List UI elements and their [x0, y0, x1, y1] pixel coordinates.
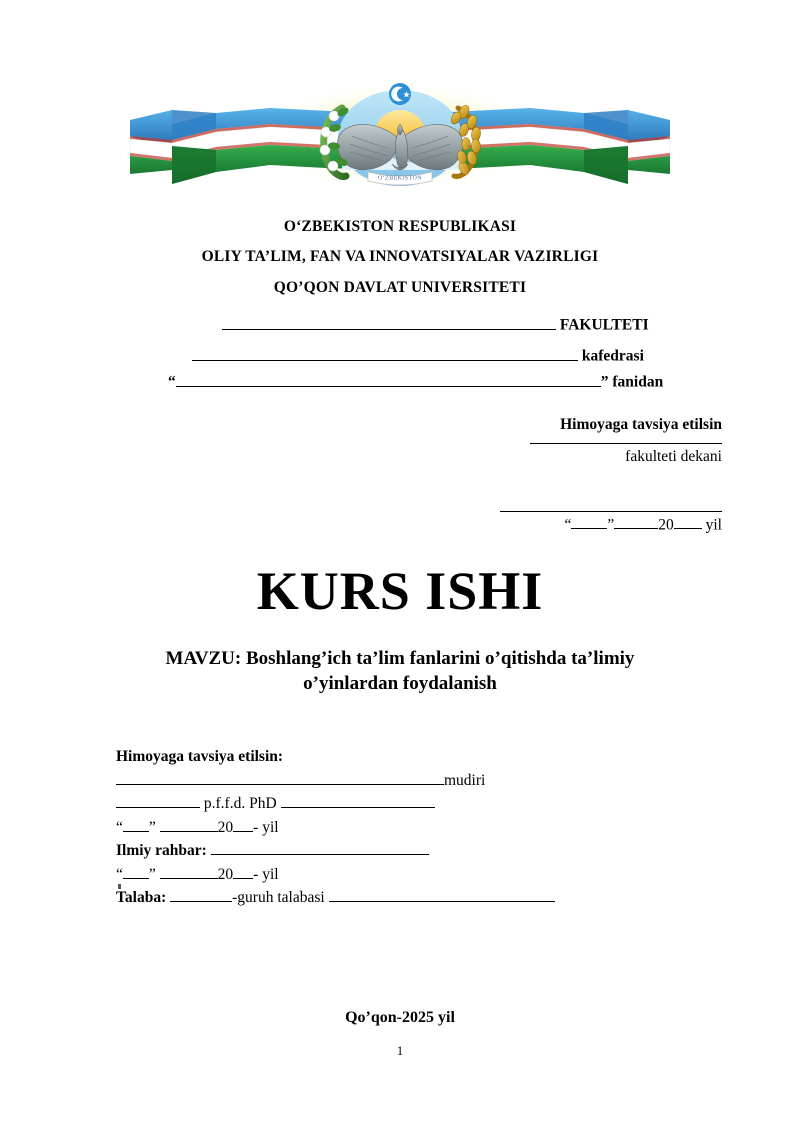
approval-heading: Himoyaga tavsiya etilsin: — [116, 748, 284, 765]
advisor-date-year: 20 — [217, 865, 234, 883]
uzbekistan-flag-emblem-icon — [120, 80, 680, 192]
footer-city-year: Qo’qon-2025 yil — [345, 1009, 455, 1026]
department-field-row — [192, 345, 644, 364]
department-head-row — [116, 769, 716, 793]
open-quote: “ — [168, 373, 176, 391]
dean-date-day-blank[interactable] — [571, 514, 607, 530]
page-number: 1 — [396, 1044, 404, 1058]
ministry-line-republic: O‘ZBEKISTON RESPUBLIKASI — [283, 218, 517, 235]
dean-date-close-quote: ” — [607, 516, 615, 534]
dean-date-row — [430, 514, 722, 535]
subject-field-row — [168, 371, 663, 390]
faculty-label: FAKULTETI — [559, 316, 649, 334]
faculty-blank-line[interactable] — [222, 314, 556, 330]
dean-role-label: fakulteti dekani — [625, 447, 722, 465]
dean-date-open-quote: “ — [564, 516, 572, 534]
student-name-blank[interactable] — [329, 886, 555, 902]
student-label: Talaba: — [116, 889, 167, 906]
advisor-date-suffix: - yil — [253, 865, 279, 883]
svg-text:O‘ZBEKISTON: O‘ZBEKISTON — [378, 175, 422, 181]
advisor-blank[interactable] — [211, 839, 429, 855]
dean-signature-line[interactable] — [530, 443, 722, 444]
advisor-date-month-blank[interactable] — [160, 863, 218, 879]
approval-date-year-blank[interactable] — [233, 816, 253, 832]
degree-row — [116, 792, 716, 816]
subject-blank-line[interactable] — [176, 371, 601, 387]
approval-date-suffix: - yil — [253, 818, 279, 836]
approval-date-close-quote: ” — [148, 818, 156, 836]
stray-ink-mark — [118, 884, 121, 889]
degree-label: p.f.f.d. PhD — [203, 795, 277, 812]
department-blank-line[interactable] — [192, 345, 578, 361]
advisor-date-close-quote: ” — [148, 865, 156, 883]
advisor-label: Ilmiy rahbar: — [116, 842, 207, 859]
thesis-subject: MAVZU: Boshlang’ich ta’lim fanlarini o’qitishda ta’limiy o’yinlardan foydalanish — [165, 648, 635, 695]
department-head-label: mudiri — [444, 771, 486, 789]
subject-label: ” fanidan — [600, 373, 664, 391]
advisor-date-day-blank[interactable] — [123, 863, 149, 879]
university-name: QO’QON DAVLAT UNIVERSITETI — [273, 279, 527, 296]
degree-signature-blank[interactable] — [281, 792, 435, 808]
approval-date-year: 20 — [217, 818, 234, 836]
student-group-blank[interactable] — [170, 886, 232, 902]
degree-name-blank[interactable] — [116, 792, 200, 808]
dean-date-month-blank[interactable] — [614, 514, 658, 530]
approval-date-open-quote: “ — [116, 818, 123, 836]
signature-block — [116, 745, 716, 910]
dean-approval-title: Himoyaga tavsiya etilsin — [560, 416, 722, 433]
approval-date-row — [116, 816, 716, 840]
star-and-crescent-icon — [389, 83, 411, 105]
dean-date-year-blank[interactable] — [674, 514, 702, 530]
dean-approval-block — [430, 415, 722, 534]
student-group-label: -guruh talabasi — [232, 889, 325, 906]
uzbekistan-emblem-banner — [0, 78, 800, 193]
department-head-blank[interactable] — [116, 769, 444, 785]
faculty-field-row — [222, 314, 649, 333]
dean-date-year-prefix: 20 — [658, 516, 674, 534]
advisor-date-row — [116, 863, 716, 887]
page-title: KURS ISHI — [256, 561, 544, 621]
approval-date-day-blank[interactable] — [123, 816, 149, 832]
dean-date-year-suffix: yil — [705, 516, 722, 534]
advisor-date-open-quote: “ — [116, 865, 123, 883]
student-row — [116, 886, 716, 910]
approval-date-month-blank[interactable] — [160, 816, 218, 832]
advisor-date-year-blank[interactable] — [233, 863, 253, 879]
advisor-row — [116, 839, 716, 863]
department-label: kafedrasi — [581, 347, 644, 365]
dean-date-line[interactable] — [500, 511, 722, 512]
ministry-line-ministry: OLIY TA’LIM, FAN VA INNOVATSIYALAR VAZIRLIGI — [201, 248, 599, 265]
